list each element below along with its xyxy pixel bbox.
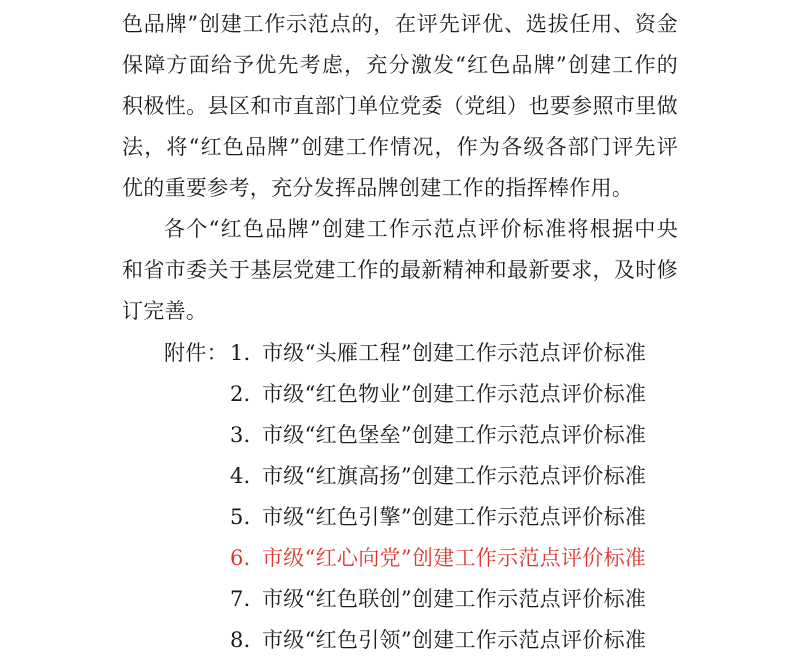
attachment-3-number: 3． (230, 423, 265, 447)
attachment-7-number: 7． (230, 587, 265, 611)
paragraph-1-line-3: 积极性。县区和市直部门单位党委（党组）也要参照市里做 (122, 94, 678, 118)
attachment-1-title: 市级“头雁工程”创建工作示范点评价标准 (262, 341, 647, 365)
paragraph-1-line-2: 保障方面给予优先考虑，充分激发“红色品牌”创建工作的 (122, 53, 678, 77)
paragraph-1-line-1: 色品牌”创建工作示范点的，在评先评优、选拔任用、资金 (122, 12, 678, 36)
attachment-6-title: 市级“红心向党”创建工作示范点评价标准 (262, 546, 647, 570)
attachments-label: 附件： (164, 341, 228, 365)
attachment-8-number: 8． (230, 628, 265, 652)
attachment-4-title: 市级“红旗高扬”创建工作示范点评价标准 (262, 464, 647, 488)
attachment-1-number: 1． (230, 341, 265, 365)
paragraph-2-line-3: 订完善。 (122, 299, 208, 323)
attachment-5-title: 市级“红色引擎”创建工作示范点评价标准 (262, 505, 647, 529)
paragraph-2-line-2: 和省市委关于基层党建工作的最新精神和最新要求，及时修 (122, 258, 678, 282)
attachment-2-title: 市级“红色物业”创建工作示范点评价标准 (262, 382, 647, 406)
attachment-7-title: 市级“红色联创”创建工作示范点评价标准 (262, 587, 647, 611)
attachment-5-number: 5． (230, 505, 265, 529)
paragraph-1-line-4: 法，将“红色品牌”创建工作情况，作为各级各部门评先评 (122, 135, 678, 159)
attachment-3-title: 市级“红色堡垒”创建工作示范点评价标准 (262, 423, 647, 447)
attachment-4-number: 4． (230, 464, 265, 488)
attachment-8-title: 市级“红色引领”创建工作示范点评价标准 (262, 628, 647, 652)
attachment-6-number: 6． (230, 546, 265, 570)
attachment-2-number: 2． (230, 382, 265, 406)
paragraph-1-line-5: 优的重要参考，充分发挥品牌创建工作的指挥棒作用。 (122, 176, 634, 200)
paragraph-2-line-1: 各个“红色品牌”创建工作示范点评价标准将根据中央 (164, 217, 678, 241)
